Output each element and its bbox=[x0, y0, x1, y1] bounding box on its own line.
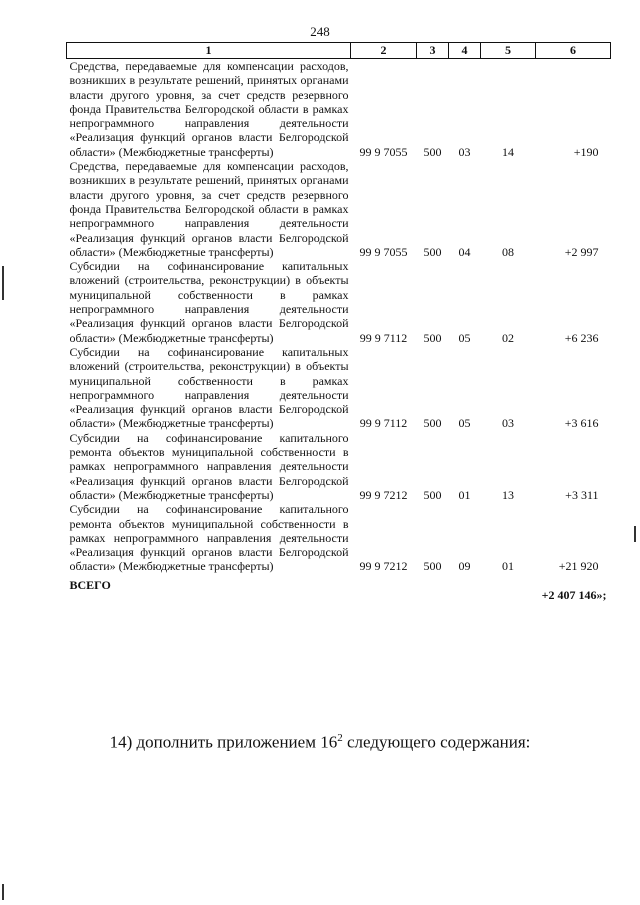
row-description: Субсидии на софинансирование капитального ремонта объектов муниципальной собственности в рамках непрограммного направления деятельности «Реализация функций органов власти Белгородской области» (Межбюджетные трансферты) bbox=[69, 502, 349, 574]
total-label: ВСЕГО bbox=[69, 577, 111, 592]
table-header-row bbox=[67, 43, 611, 59]
row-col4: 01 bbox=[458, 487, 471, 502]
row-amount: +6 236 bbox=[564, 330, 599, 345]
table-row bbox=[67, 345, 611, 431]
row-col5: 14 bbox=[502, 144, 514, 159]
row-col5: 03 bbox=[502, 416, 514, 431]
column-header: 3 bbox=[417, 43, 449, 59]
total-row bbox=[67, 574, 611, 602]
column-header: 5 bbox=[481, 43, 536, 59]
row-col3: 500 bbox=[423, 244, 442, 259]
table-row bbox=[67, 431, 611, 502]
row-col5: 08 bbox=[502, 244, 514, 259]
row-col4: 05 bbox=[458, 416, 471, 431]
row-description: Субсидии на софинансирование капитальных вложений (строительства, реконструкции) в объекты муниципальной собственности в рамках непрограммного направления деятельности «Реализация функций органов власти Белгородской области» (Межбюджетные трансферты) bbox=[69, 344, 349, 431]
row-col3: 500 bbox=[423, 416, 442, 431]
addendum-text-end: следующего содержания: bbox=[342, 732, 531, 752]
total-value: +2 407 146»; bbox=[541, 587, 607, 602]
budget-table bbox=[66, 42, 611, 602]
row-amount: +190 bbox=[573, 144, 599, 159]
row-description: Средства, передаваемые для компенсации расходов, возникших в результате решений, принятых органами власти другого уровня, за счет средств резервного фонда Правительства Белгородской области в рамках непрограммного направления деятельности «Реализация функций органов власти Белгородской области» (Межбюджетные трансферты) bbox=[69, 159, 349, 259]
row-col5: 01 bbox=[502, 559, 514, 574]
row-code: 99 9 7055 bbox=[359, 244, 408, 259]
addendum-line bbox=[0, 732, 640, 753]
row-description: Субсидии на софинансирование капитального ремонта объектов муниципальной собственности в рамках непрограммного направления деятельности «Реализация функций органов власти Белгородской области» (Межбюджетные трансферты) bbox=[69, 430, 349, 502]
table-row bbox=[67, 259, 611, 345]
row-col5: 02 bbox=[502, 330, 514, 345]
row-code: 99 9 7212 bbox=[359, 487, 408, 502]
row-col3: 500 bbox=[423, 144, 442, 159]
addendum-text: 14) дополнить приложением 16 bbox=[109, 732, 338, 752]
row-col5: 13 bbox=[502, 487, 514, 502]
scan-edge-mark-bottom-left bbox=[2, 884, 4, 900]
row-col4: 09 bbox=[458, 559, 471, 574]
row-col3: 500 bbox=[423, 487, 442, 502]
addendum-superscript: 2 bbox=[337, 732, 343, 744]
column-header: 6 bbox=[536, 43, 611, 59]
row-amount: +2 997 bbox=[564, 244, 599, 259]
column-header: 1 bbox=[67, 43, 351, 59]
row-col3: 500 bbox=[423, 559, 442, 574]
row-amount: +3 311 bbox=[565, 487, 599, 502]
column-header: 4 bbox=[449, 43, 481, 59]
table-row bbox=[67, 502, 611, 573]
table-row bbox=[67, 59, 611, 160]
page-number: 248 bbox=[310, 24, 330, 39]
row-code: 99 9 7212 bbox=[359, 559, 408, 574]
row-col4: 04 bbox=[458, 244, 471, 259]
table-row bbox=[67, 159, 611, 259]
row-code: 99 9 7112 bbox=[359, 330, 408, 345]
row-description: Субсидии на софинансирование капитальных вложений (строительства, реконструкции) в объекты муниципальной собственности в рамках непрограммного направления деятельности «Реализация функций органов власти Белгородской области» (Межбюджетные трансферты) bbox=[69, 259, 349, 345]
row-amount: +21 920 bbox=[558, 559, 599, 574]
row-col3: 500 bbox=[423, 330, 442, 345]
scan-edge-mark-right bbox=[634, 526, 636, 542]
column-header: 2 bbox=[351, 43, 417, 59]
row-amount: +3 616 bbox=[564, 416, 599, 431]
row-col4: 03 bbox=[458, 144, 471, 159]
scan-edge-mark-left bbox=[2, 266, 4, 300]
row-col4: 05 bbox=[458, 330, 471, 345]
row-code: 99 9 7055 bbox=[359, 144, 408, 159]
row-description: Средства, передаваемые для компенсации расходов, возникших в результате решений, принятых органами власти другого уровня, за счет средств резервного фонда Правительства Белгородской области в рамках непрограммного направления деятельности «Реализация функций органов власти Белгородской области» (Межбюджетные трансферты) bbox=[69, 59, 349, 159]
row-code: 99 9 7112 bbox=[359, 416, 408, 431]
